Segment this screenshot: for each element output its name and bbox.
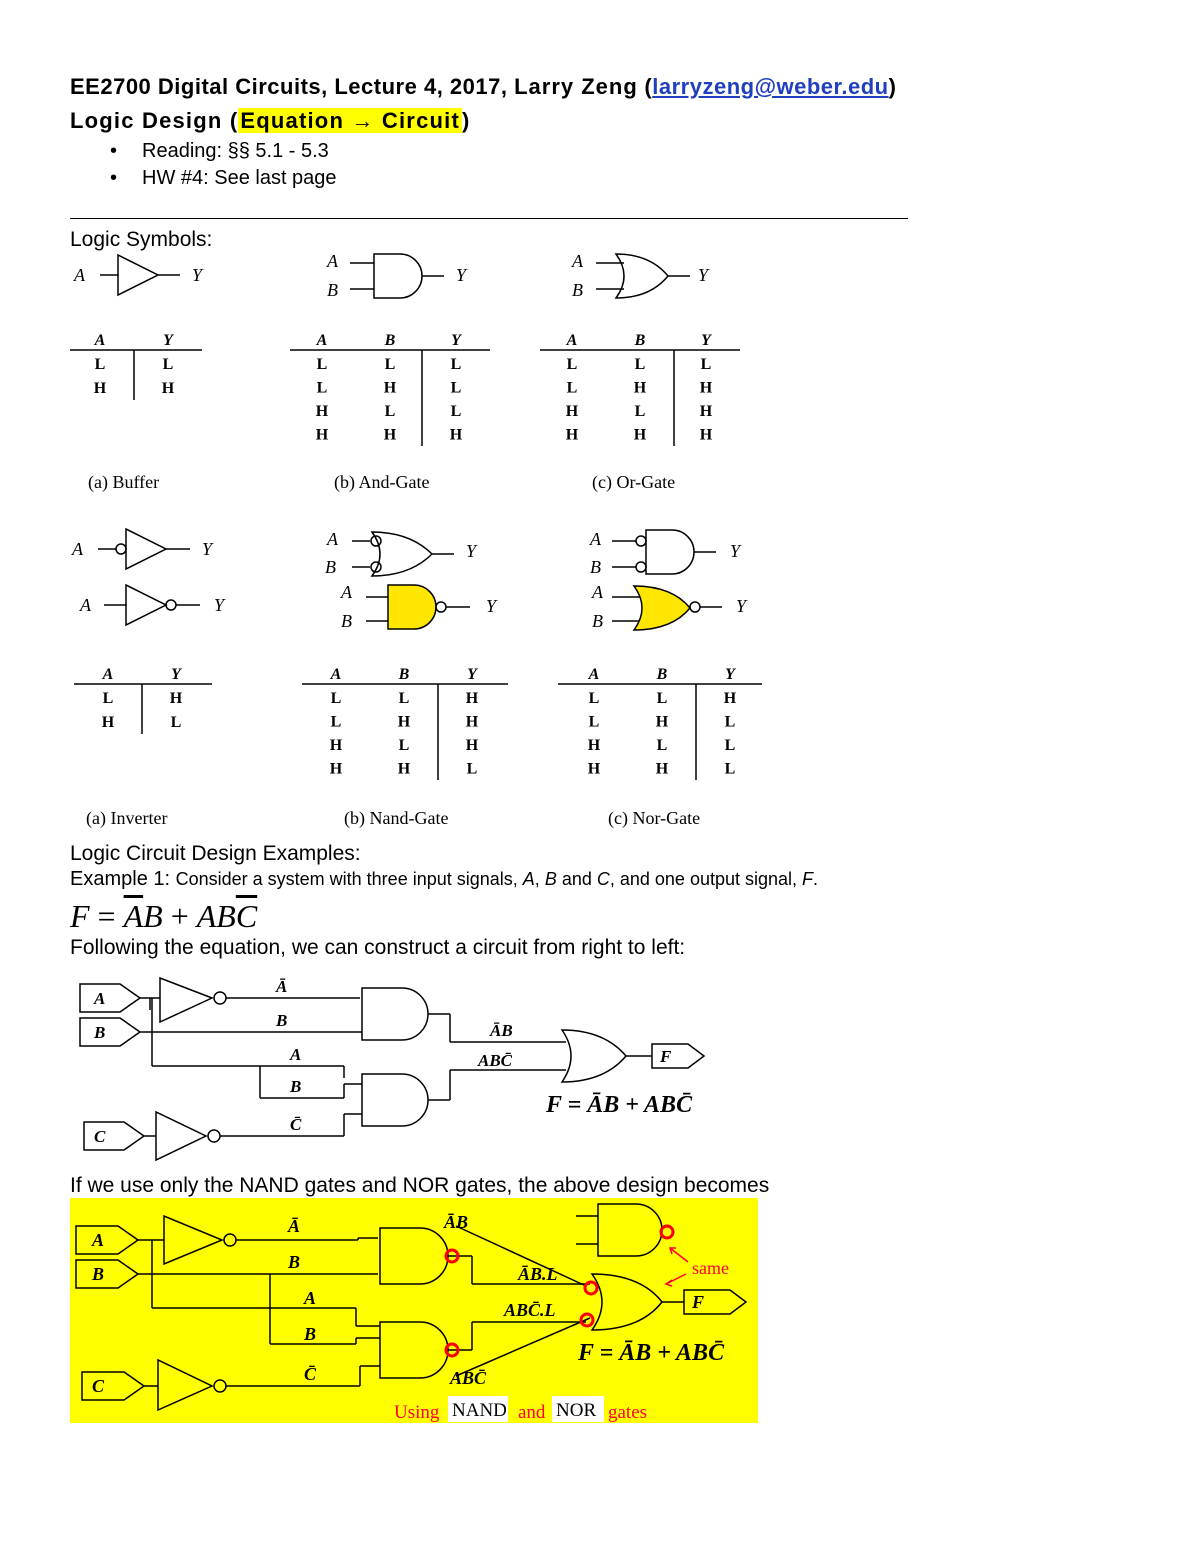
table-cell: L [450, 356, 462, 373]
wire-label: A [304, 1288, 317, 1308]
eq-c-bar: $\overline{C}$ [235, 898, 258, 934]
input-label: A [592, 582, 603, 602]
nor-gate-icon [612, 586, 722, 630]
table-header: B [634, 332, 646, 349]
table-cell: H [315, 426, 329, 444]
input-label: A [572, 251, 583, 271]
nor-truth-table [588, 666, 737, 778]
caption-nand: NAND [452, 1400, 507, 1421]
caption-nand-gate: (b) Nand-Gate [344, 808, 449, 828]
caption-or-gate: (c) Or-Gate [592, 472, 676, 492]
output-label: Y [466, 541, 477, 561]
table-cell: H [315, 403, 329, 420]
subtitle-prefix: Logic Design ( [70, 108, 239, 133]
caption-gates: gates [608, 1402, 648, 1423]
table-cell: L [94, 356, 106, 373]
table-header: Y [451, 332, 461, 349]
table-cell: L [398, 737, 410, 754]
input-a-label: A [92, 1230, 105, 1250]
table-cell: L [102, 690, 114, 707]
table-cell: H [101, 714, 115, 731]
signal-c: C [596, 869, 610, 889]
table-cell: H [397, 713, 411, 731]
nand-gate-icon [366, 585, 470, 629]
and-truth-table [316, 332, 463, 444]
buffer-gate-icon [100, 255, 180, 295]
caption-nor-gate: (c) Nor-Gate [608, 808, 701, 828]
table-cell: L [316, 379, 328, 397]
example1-text [70, 868, 818, 891]
equation [70, 898, 257, 935]
input-label: A [327, 529, 338, 549]
bullet-text: Reading: §§ 5.1 - 5.3 [142, 140, 329, 162]
eq-b: B [143, 898, 163, 934]
wire-label: B [288, 1252, 301, 1272]
table-cell: H [465, 737, 479, 754]
table-cell: H [565, 403, 579, 420]
wire-label: Ā [276, 977, 288, 996]
wire-label: Ā [288, 1216, 301, 1236]
output-label: Y [214, 595, 225, 615]
or-gate-icon [596, 254, 690, 298]
table-cell: H [383, 426, 397, 444]
table-cell: L [330, 713, 342, 731]
input-label: B [325, 557, 336, 577]
eq-f: F [70, 898, 90, 934]
table-header: Y [163, 332, 173, 349]
following-text: Following the equation, we can construct a circuit from right to left: [70, 936, 686, 959]
wire-label: C̄ [304, 1364, 317, 1384]
caption-nor: NOR [556, 1400, 597, 1421]
table-cell: H [723, 690, 737, 707]
input-label: B [572, 280, 583, 300]
table-cell: L [330, 690, 342, 707]
table-cell: L [450, 379, 462, 397]
table-cell: L [566, 356, 578, 373]
table-cell: L [634, 403, 646, 420]
table-cell: L [450, 403, 462, 420]
inverter-input-bubble-icon [98, 529, 190, 569]
logic-symbols-figure [0, 240, 1200, 840]
output-f-label: F [660, 1047, 672, 1066]
and-gate-upper-icon [362, 988, 428, 1040]
caption-inverter: (a) Inverter [86, 808, 168, 828]
circuit-2-diagram [70, 1198, 760, 1424]
input-tag-b [80, 1018, 140, 1046]
separator: , [534, 869, 545, 889]
input-label: A [327, 251, 338, 271]
inverter-a-icon [160, 978, 212, 1022]
author-name: Larry Zeng [514, 74, 638, 99]
input-b-label: B [94, 1023, 106, 1042]
table-header: Y [171, 666, 181, 683]
table-cell: H [587, 760, 601, 778]
output-label: Y [736, 596, 747, 616]
wire-label: ABC̄.L [504, 1300, 556, 1320]
signal-f: F [802, 869, 814, 889]
table-cell: H [565, 426, 579, 444]
bullet-text: HW #4: See last page [142, 167, 337, 189]
and-gate-inverted-inputs-icon [612, 530, 716, 574]
output-f-label: F [692, 1292, 705, 1312]
separator: and [556, 869, 597, 889]
table-cell: L [566, 379, 578, 397]
table-cell: L [398, 690, 410, 707]
wire-label: ABC̄ [478, 1051, 513, 1070]
caption-and-gate: (b) And-Gate [334, 472, 430, 492]
course-title: EE2700 Digital Circuits, Lecture 4, 2017, [70, 74, 508, 99]
input-label: B [590, 557, 601, 577]
input-label: A [341, 582, 352, 602]
wire-label: A [290, 1045, 302, 1064]
nand-nor-intro-text: If we use only the NAND gates and NOR gates, the above design becomes [70, 1174, 770, 1197]
table-cell: L [588, 713, 600, 731]
circuit-2-equation: F = ĀB + ABC̄ [578, 1340, 725, 1366]
signal-b: B [544, 869, 557, 889]
table-cell: L [170, 714, 182, 731]
table-cell: H [161, 380, 175, 397]
circuit-1-equation: F = ĀB + ABC̄ [546, 1092, 693, 1118]
output-label: Y [486, 596, 497, 616]
input-label: B [341, 611, 352, 631]
table-cell: L [384, 403, 396, 420]
table-header: Y [467, 666, 477, 683]
table-header: A [316, 332, 328, 349]
eq-equals: = [89, 898, 124, 934]
output-label: Y [730, 541, 741, 561]
table-cell: L [700, 356, 712, 373]
input-label: B [327, 280, 338, 300]
table-cell: H [329, 737, 343, 754]
page-header [70, 74, 896, 100]
subtitle-suffix: ) [461, 108, 471, 133]
divider [70, 218, 908, 219]
paren-close: ) [888, 74, 897, 99]
table-cell: L [316, 356, 328, 373]
table-header: A [330, 666, 342, 683]
table-cell: L [724, 737, 736, 754]
caption-using: Using [394, 1402, 440, 1423]
email-link[interactable]: larryzeng@weber.edu [652, 74, 889, 99]
input-a-label: A [94, 989, 106, 1008]
wire-label: B [290, 1077, 302, 1096]
and-gate-icon [350, 254, 444, 298]
output-label: Y [698, 265, 709, 285]
table-cell: L [384, 356, 396, 373]
table-header: B [398, 666, 410, 683]
table-cell: H [449, 426, 463, 444]
input-label: A [74, 265, 85, 285]
inverter-c-icon [156, 1112, 206, 1160]
table-header: A [94, 332, 106, 349]
eq-a-bar: $\overline{A}$ [123, 898, 144, 934]
example1-body: , and one output signal, [609, 869, 803, 889]
table-cell: H [633, 379, 647, 397]
input-c-label: C [92, 1376, 105, 1396]
same-note: same [692, 1258, 729, 1278]
input-label: B [592, 611, 603, 631]
wire-label: B [304, 1324, 317, 1344]
input-b-label: B [92, 1264, 105, 1284]
table-cell: L [466, 760, 478, 778]
table-cell: H [699, 426, 713, 444]
table-cell: L [724, 713, 736, 731]
period: . [813, 869, 819, 889]
table-cell: H [655, 713, 669, 731]
table-cell: H [383, 379, 397, 397]
table-cell: H [465, 690, 479, 707]
wire-label: B [276, 1011, 288, 1030]
nand-truth-table [330, 666, 479, 778]
table-cell: H [329, 760, 343, 778]
table-header: A [102, 666, 114, 683]
wire-label: ABC̄ [450, 1368, 487, 1388]
table-header: A [588, 666, 600, 683]
bullet-dot-icon: • [110, 140, 118, 162]
signal-a: A [522, 869, 535, 889]
table-header: B [656, 666, 668, 683]
table-header: B [384, 332, 396, 349]
input-label: A [72, 539, 83, 559]
subtitle-highlight: Equation → Circuit [240, 108, 460, 133]
table-header: Y [725, 666, 735, 683]
table-cell: H [699, 403, 713, 420]
table-cell: H [93, 380, 107, 397]
eq-plus: + [162, 898, 197, 934]
table-cell: H [655, 760, 669, 778]
bullet-hw [110, 167, 337, 190]
input-label: A [80, 595, 91, 615]
or-truth-table [566, 332, 713, 444]
eq-ab: AB [196, 898, 236, 934]
table-cell: L [724, 760, 736, 778]
table-cell: H [169, 690, 183, 707]
caption-and: and [518, 1402, 546, 1423]
caption-buffer: (a) Buffer [88, 472, 160, 492]
page-subtitle [70, 108, 471, 134]
table-cell: L [656, 690, 668, 707]
table-cell: H [699, 379, 713, 397]
output-label: Y [202, 539, 213, 559]
table-header: Y [701, 332, 711, 349]
table-cell: L [588, 690, 600, 707]
and-gate-lower-icon [362, 1074, 428, 1126]
inverter-output-bubble-icon [104, 585, 200, 625]
example1-label: Example 1: [70, 868, 176, 890]
output-label: Y [456, 265, 467, 285]
input-label: A [590, 529, 601, 549]
wire-label: C̄ [290, 1115, 302, 1134]
table-header: A [566, 332, 578, 349]
input-c-label: C [94, 1127, 106, 1146]
wire-label: ĀB [444, 1212, 469, 1232]
output-label: Y [192, 265, 203, 285]
example1-body: Consider a system with three input signals, [175, 869, 523, 889]
table-cell: H [397, 760, 411, 778]
table-cell: H [633, 426, 647, 444]
wire-label: ĀB.L [518, 1264, 558, 1284]
table-cell: L [656, 737, 668, 754]
bullet-dot-icon: • [110, 167, 118, 189]
circuit-1-diagram [0, 966, 1200, 1166]
input-tag-c [84, 1122, 144, 1150]
examples-heading: Logic Circuit Design Examples: [70, 842, 361, 865]
table-cell: L [634, 356, 646, 373]
table-cell: H [587, 737, 601, 754]
or-gate-icon [562, 1030, 626, 1082]
table-cell: L [162, 356, 174, 373]
symbols-heading: Logic Symbols: [70, 228, 213, 251]
wire-label: ĀB [490, 1021, 513, 1040]
bullet-reading [110, 140, 329, 163]
input-tag-a [80, 984, 140, 1012]
or-gate-inverted-inputs-icon [352, 532, 454, 576]
paren-open: ( [644, 74, 653, 99]
table-cell: H [465, 713, 479, 731]
